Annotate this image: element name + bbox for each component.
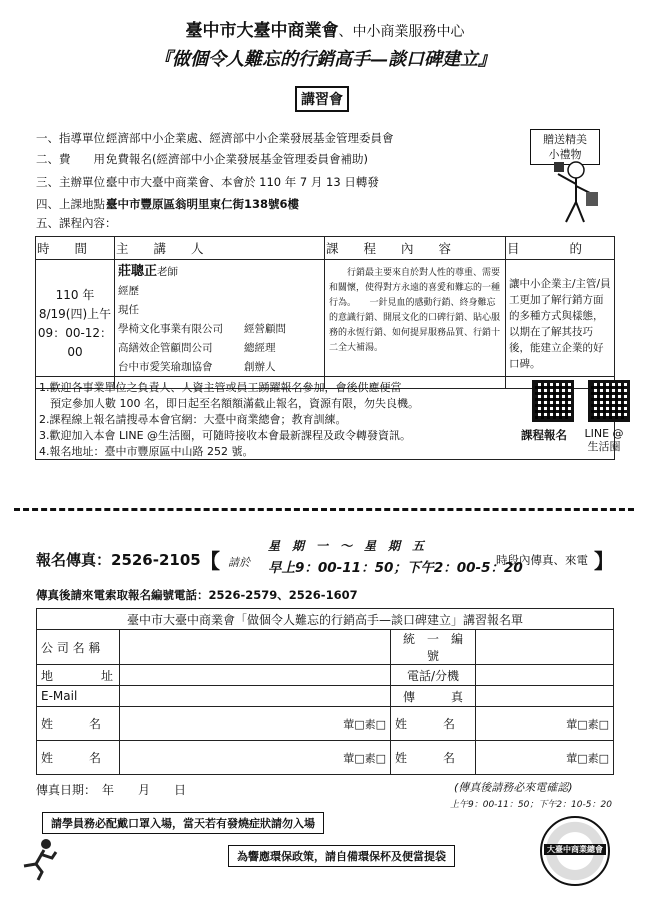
- diet-choice[interactable]: 葷□素□: [566, 751, 609, 765]
- header-time: 時 間: [36, 237, 115, 260]
- note-line: 預定參加人數 100 名，即日起至名額額滿截止報名，資源有限，勿失良機。: [39, 397, 419, 410]
- course-table: [35, 236, 615, 389]
- info-line: 三、主辦單位：臺中市大臺中商業會、本會於 110 年 7 月 13 日轉發: [36, 175, 379, 189]
- course-time: 110 年 8/19(四)上午 09：00-12：00: [36, 260, 115, 389]
- diet-choice[interactable]: 葷□素□: [343, 717, 386, 731]
- address-label: 地 址: [37, 665, 120, 686]
- note-line: 4.報名地址：臺中市豐原區中山路 252 號。: [39, 445, 254, 458]
- fax-field[interactable]: [476, 686, 614, 707]
- event-title: 『做個令人難忘的行銷高手—談口碑建立』: [154, 49, 496, 70]
- info-line: 二、費 用：免費報名(經濟部中小企業發展基金管理委員會補助): [36, 152, 368, 166]
- phone-field[interactable]: [476, 665, 614, 686]
- form-title: 臺中市大臺中商業會「做個令人難忘的行銷高手—談口碑建立」講習報名單: [37, 609, 614, 630]
- tax-id-field[interactable]: [476, 630, 614, 665]
- registration-form: [36, 608, 614, 775]
- name-field[interactable]: [476, 707, 614, 741]
- runner-icon: [16, 838, 60, 882]
- name-label: 姓 名: [37, 741, 120, 775]
- phone-label: 電話/分機: [391, 665, 476, 686]
- fax-date: 傳真日期： 年 月 日: [36, 783, 187, 797]
- note-line: 3.歡迎加入本會 LINE @生活圈，可隨時接收本會最新課程及政令轉發資訊。: [39, 429, 412, 442]
- course-row: [36, 260, 615, 389]
- association-logo: [540, 816, 610, 886]
- name-field[interactable]: [476, 741, 614, 775]
- fax-label: 傳 真: [391, 686, 476, 707]
- organizer-title: [0, 16, 650, 41]
- tax-id-label: 統 一 編 號: [391, 630, 476, 665]
- gift-badge: 贈送精美 小禮物: [530, 129, 600, 165]
- name-label: 姓 名: [37, 707, 120, 741]
- note-line: 1.歡迎各事業單位之負責人、人資主管或員工踴躍報名參加，會後供應便當: [39, 381, 402, 394]
- reminder-hours: 上午9：00-11：50；下午2：10-5：20: [450, 800, 612, 810]
- speaker-name: 莊聰正: [118, 264, 158, 279]
- bracket-open: 【: [200, 549, 220, 573]
- email-field[interactable]: [120, 686, 391, 707]
- qr-code-icon[interactable]: [532, 380, 574, 422]
- fax-number-label: 報名傳真：2526-2105: [36, 551, 201, 569]
- qr-label-registration: 課程報名: [521, 428, 567, 442]
- qr-label-line: LINE @ 生活圈: [584, 427, 624, 453]
- name-label: 姓 名: [391, 741, 476, 775]
- mask-notice: 請學員務必配戴口罩入場，當天若有發燒症狀請勿入場: [42, 812, 324, 834]
- fax-please: 請於: [228, 556, 250, 569]
- info-line: 四、上課地點：臺中市豐原區翁明里東仁街138號6樓: [36, 197, 300, 211]
- bracket-close: 】: [594, 549, 614, 573]
- organizer-suffix: 、中小商業服務中心: [338, 24, 465, 40]
- company-label: 公 司 名 稱: [37, 630, 120, 665]
- logo-text: 大臺中商業總會: [544, 844, 606, 855]
- fax-hours: 早上9：00-11：50；下午2：00-5：20: [268, 560, 523, 576]
- fax-confirm-note: 傳真後請來電索取報名編號電話：2526-2579、2526-1607: [36, 588, 358, 602]
- fax-suffix: 時段內傳真、來電: [496, 553, 588, 567]
- confirm-reminder: (傳真後請務必來電確認): [454, 781, 573, 794]
- organizer-name: 臺中市大臺中商業會: [185, 21, 339, 41]
- name-field[interactable]: [120, 741, 391, 775]
- cut-line: [14, 508, 634, 511]
- address-field[interactable]: [120, 665, 391, 686]
- note-line: 2.課程線上報名請搜尋本會官網：大臺中商業總會；教育訓練。: [39, 413, 347, 426]
- course-table-header: [36, 237, 615, 260]
- diet-choice[interactable]: 葷□素□: [566, 717, 609, 731]
- name-label: 姓 名: [391, 707, 476, 741]
- email-label: E-Mail: [37, 686, 120, 707]
- course-content: 行銷最主要來自於對人性的尊重、需要和關懷，使得對方永遠的喜愛和難忘的一種行為。 一針見血的感動行銷、終身難忘的意識行銷、開展文化的口碑行銷、貼心服務的永恆行銷、如何提昇服務品質、行銷十二全大補湯。: [325, 260, 506, 389]
- fax-days: 星 期 一 ～ 星 期 五: [268, 539, 425, 553]
- notes-box: [35, 376, 624, 460]
- header-content: 課 程 內 容: [325, 237, 506, 260]
- name-field[interactable]: [120, 707, 391, 741]
- header-speaker: 主 講 人: [115, 237, 325, 260]
- company-field[interactable]: [120, 630, 391, 665]
- event-type: 講習會: [295, 86, 349, 112]
- qr-code-icon[interactable]: [588, 380, 630, 422]
- eco-notice: 為響應環保政策，請自備環保杯及便當提袋: [228, 845, 455, 867]
- header-purpose: 目 的: [506, 237, 615, 260]
- diet-choice[interactable]: 葷□素□: [343, 751, 386, 765]
- info-line: 五、課程內容：: [36, 216, 117, 230]
- info-line: 一、指導單位：經濟部中小企業處、經濟部中小企業發展基金管理委員會: [36, 131, 394, 145]
- course-speaker: 莊聰正老師 經歷 現任 學椅文化事業有限公司 經營顧問 高繕效企管顧問公司 總經理 台中市愛笑瑜珈協會 創辦人: [115, 260, 325, 389]
- person-with-gift-icon: [548, 160, 604, 226]
- course-purpose: 讓中小企業主/主管/員工更加了解行銷方面的多種方式與樣態，以期在了解其技巧後，能建立企業的好口碑。: [506, 260, 615, 389]
